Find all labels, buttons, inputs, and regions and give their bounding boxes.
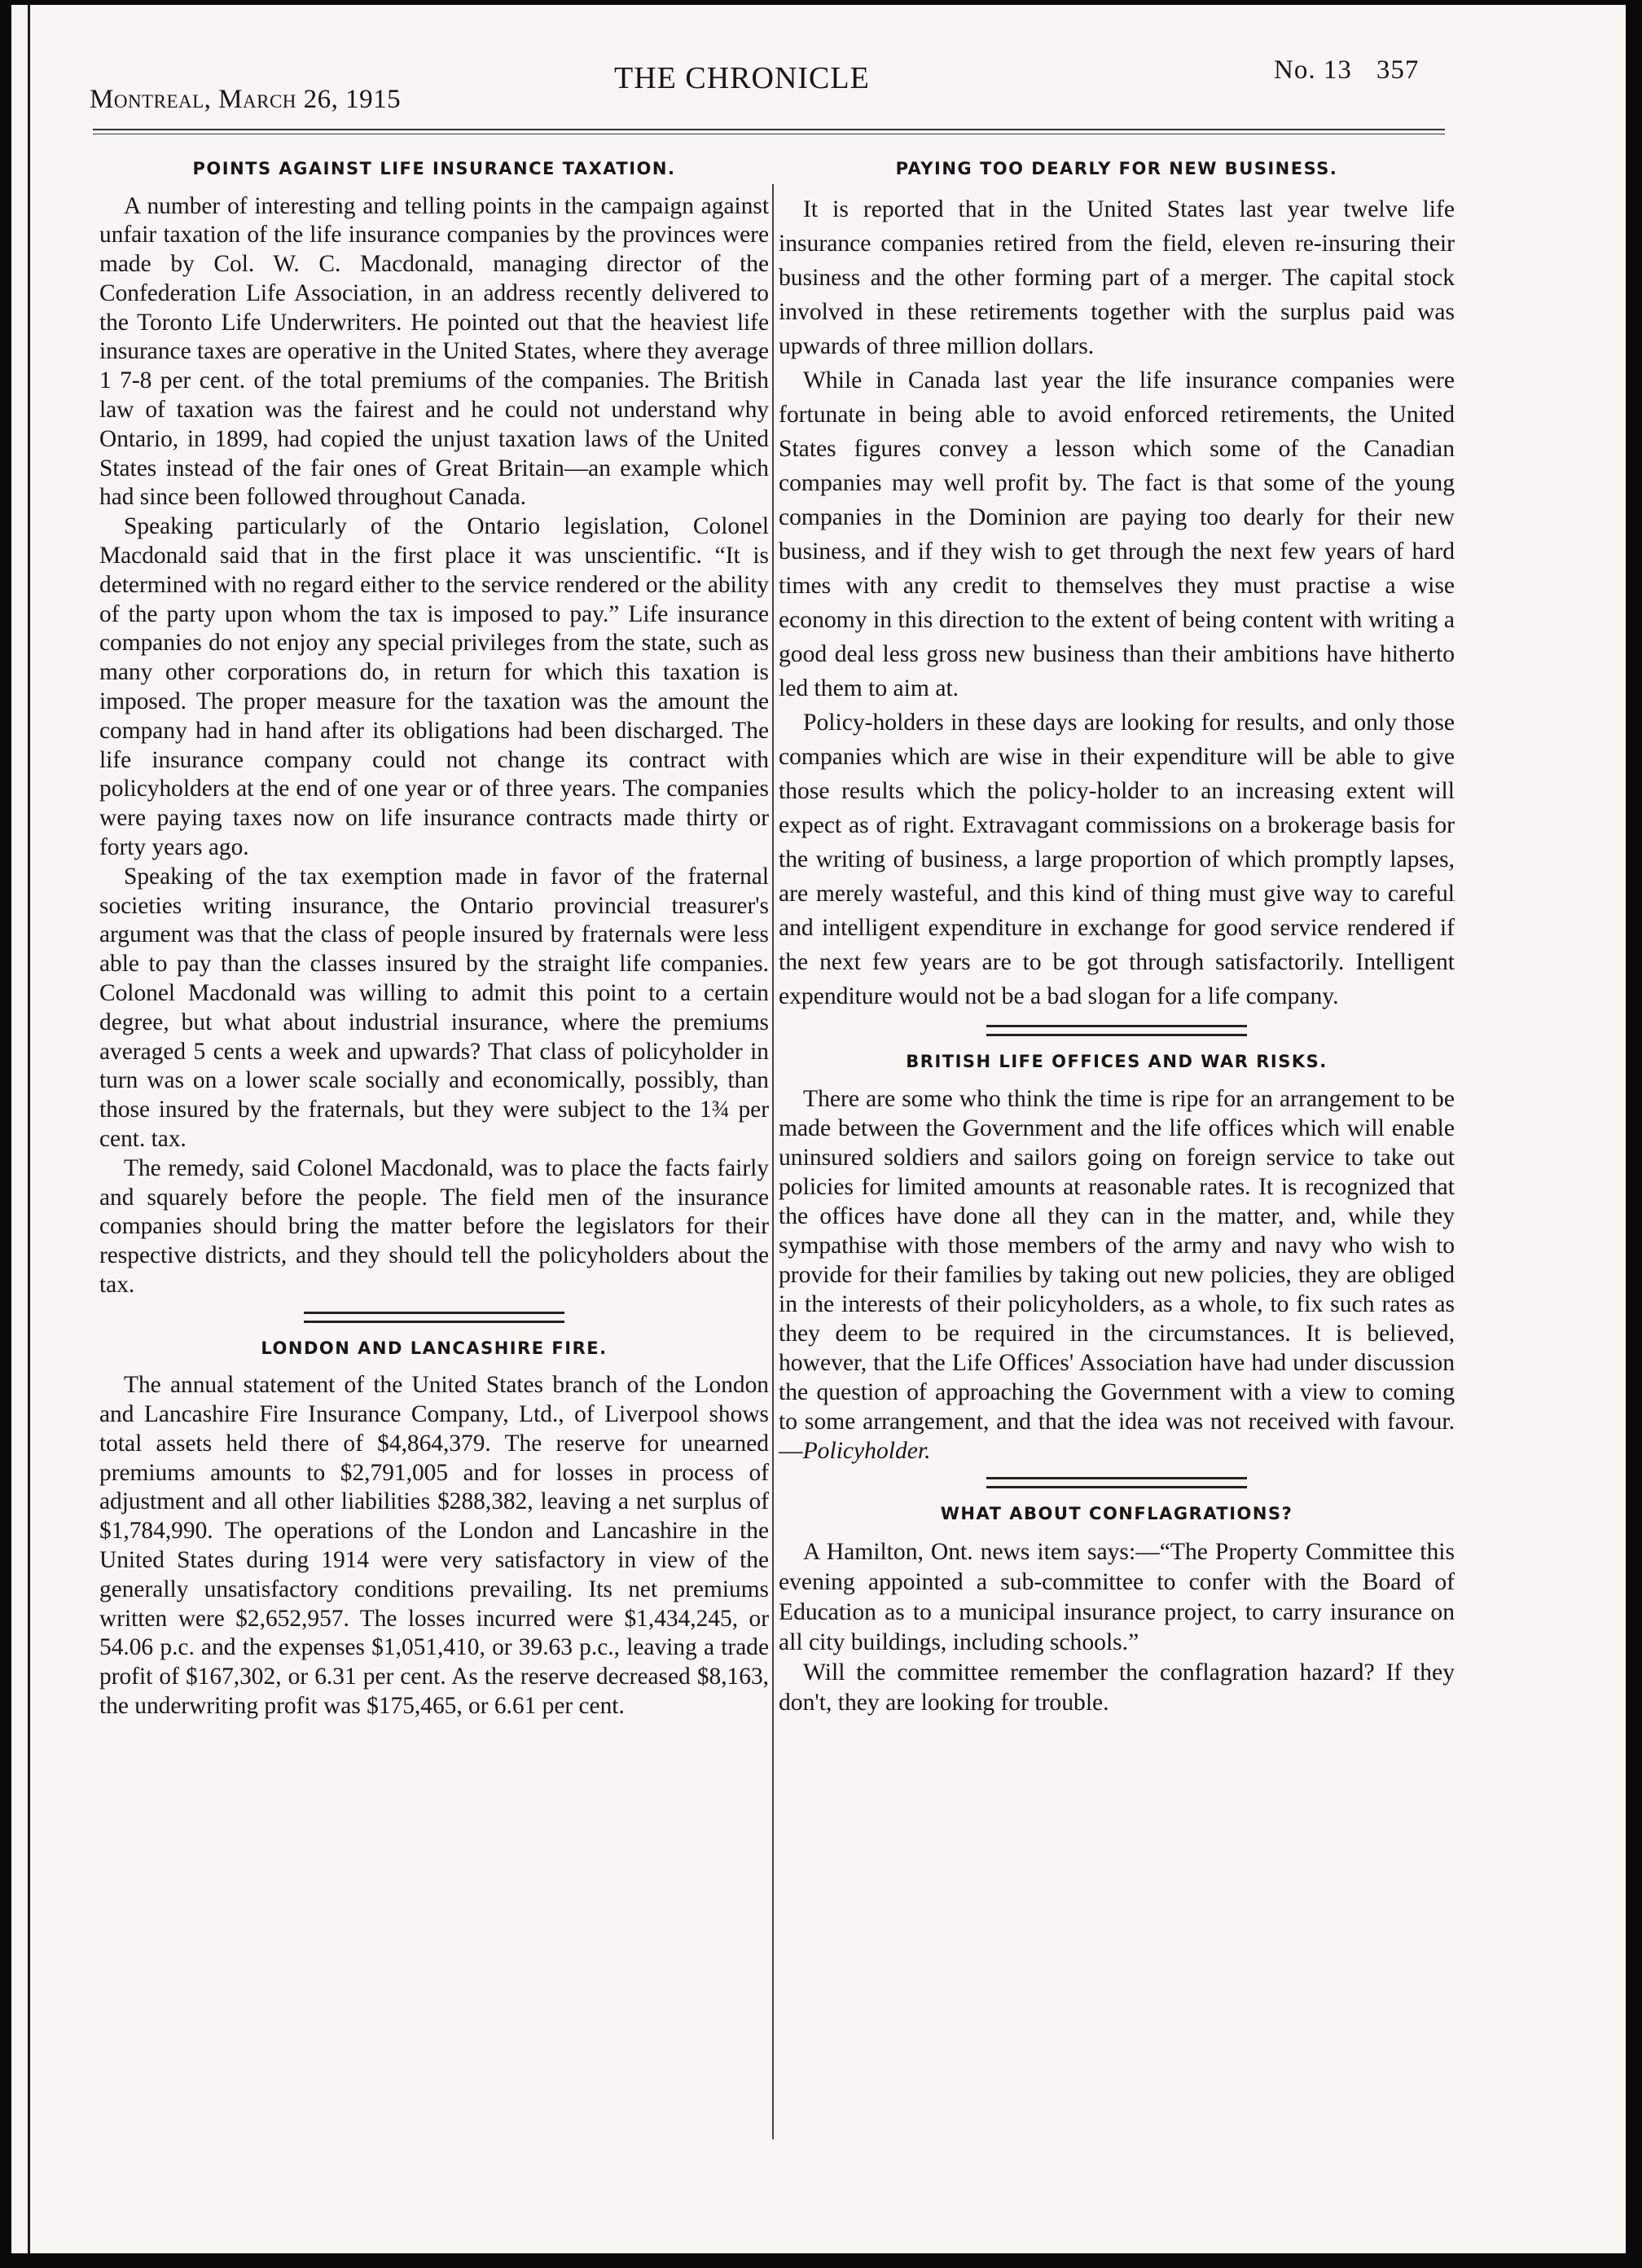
article-heading: WHAT ABOUT CONFLAGRATIONS? [940, 1504, 1293, 1523]
article-heading: BRITISH LIFE OFFICES AND WAR RISKS. [906, 1051, 1328, 1071]
left-column [99, 143, 769, 1721]
page-edge-rule [28, 5, 30, 2253]
article-paragraph: Will the committee remember the conflagration hazard? If they don't, they are looking for trouble. [779, 1659, 1455, 1716]
article-paragraph [779, 1084, 1455, 1466]
article-paragraph: A number of interesting and telling points in the campaign against unfair taxation of the life insurance companies by the provinces were made by Col. W. C. Macdonald, managing director of the Confederation Life Association, in an address recently delivered to the Toronto Life Underwriters. He pointed out that the heaviest life insurance taxes are operative in the United States, where they average 1 7-8 per cent. of the total premiums of the companies. The British law of taxation was the fairest and he could not understand why Ontario, in 1899, had copied the unjust taxation laws of the United States instead of the fair ones of Great Britain—an example which had since been followed throughout Canada. [99, 192, 769, 511]
article-life-insurance-taxation [99, 156, 769, 1300]
article-british-life-offices [779, 1049, 1455, 1466]
article-paragraph: Policy-holders in these days are looking for results, and only those companies which are wise in their expenditure will be able to give those results which the policy-holder to an increasing extent will expect as of right. Extravagant commissions on a brokerage basis for the writing of business, a large proportion of which promptly lapses, are merely wasteful, and this kind of thing must give way to careful and intelligent expenditure in exchange for good service rendered if the next few years are to be got through satisfactorily. Intelligent expenditure would not be a bad slogan for a life company. [779, 709, 1455, 1009]
article-paragraph: A Hamilton, Ont. news item says:—“The Property Committee this evening appointed a sub-committee to confer with the Board of Education as to a municipal insurance project, to carry insurance on all city buildings, including schools.” [779, 1538, 1455, 1655]
article-text: There are some who think the time is ripe for an arrangement to be made between the Government and the life offices which will enable uninsured soldiers and sailors going on foreign service to take out policies for limited amounts at reasonable rates. It is recognized that the offices have done all they can in the matter, and, while they sympathise with those members of the army and navy who wish to provide for their families by taking out new policies, they are obliged in the interests of their policyholders, as a whole, to fix such rates as they deem to be required in the circumstances. It is believed, however, that the Life Offices' Association have had under discussion the question of approaching the Government with a view to coming to some arrangement, and that the idea was not received with favour.— [779, 1086, 1455, 1464]
issue-info [1274, 55, 1419, 86]
article-heading: PAYING TOO DEARLY FOR NEW BUSINESS. [895, 159, 1338, 178]
article-paying-too-dearly [779, 156, 1455, 1013]
section-divider [986, 1025, 1247, 1036]
page-number: 357 [1376, 55, 1420, 85]
article-london-lancashire-fire [99, 1336, 769, 1721]
section-divider [304, 1312, 564, 1323]
dateline: Montreal, March 26, 1915 [90, 85, 402, 114]
article-paragraph: While in Canada last year the life insurance companies were fortunate in being able to avoid enforced retirements, the United States figures convey a lesson which some of the Canadian companies may well profit by. The fact is that some of the young companies in the Dominion are paying too dearly for their new business, and if they wish to get through the next few years of hard times with any credit to themselves they must practise a wise economy in this direction to the extent of being content with writing a good deal less gross new business than their ambitions have hitherto led them to aim at. [779, 367, 1455, 701]
issue-number: No. 13 [1274, 55, 1352, 85]
header-rule-top [93, 129, 1445, 130]
article-conflagrations [779, 1501, 1455, 1718]
page-header [11, 5, 1626, 135]
section-divider [986, 1477, 1247, 1488]
masthead: THE CHRONICLE [614, 61, 870, 95]
article-paragraph: Speaking of the tax exemption made in favor of the fraternal societies writing insurance, the Ontario provincial treasurer's argument was that the class of people insured by fraternals were less able to pay than the classes insured by the straight life companies. Colonel Macdonald was willing to admit this point to a certain degree, but what about industrial insurance, where the premiums averaged 5 cents a week and upwards? That class of policyholder in turn was on a lower scale socially and economically, possibly, than those insured by the fraternals, but they were subject to the 1¾ per cent. tax. [99, 863, 769, 1152]
newspaper-page [11, 5, 1626, 2253]
article-paragraph: The annual statement of the United States branch of the London and Lancashire Fire Insurance Company, Ltd., of Liverpool shows total assets held there of $4,864,379. The reserve for unearned premiums amounts to $2,791,005 and for losses in process of adjustment and all other liabilities $288,382, leaving a net surplus of $1,784,990. The operations of the London and Lancashire in the United States during 1914 were very satisfactory in view of the generally unsatisfactory conditions prevailing. Its net premiums written were $2,652,957. The losses incurred were $1,434,245, or 54.06 p.c. and the expenses $1,051,410, or 39.63 p.c., leaving a trade profit of $167,302, or 6.31 per cent. As the reserve decreased $8,163, the underwriting profit was $175,465, or 6.61 per cent. [99, 1372, 769, 1720]
article-paragraph: It is reported that in the United States last year twelve life insurance companies retired from the field, eleven re-insuring their business and the other forming part of a merger. The capital stock involved in these retirements together with the surplus paid was upwards of three million dollars. [779, 196, 1455, 359]
right-column [779, 143, 1455, 1718]
column-divider [772, 184, 774, 2139]
article-paragraph: The remedy, said Colonel Macdonald, was to place the facts fairly and squarely before the people. The field men of the insurance companies should bring the matter before the legislators for their respective districts, and they should tell the policyholders about the tax. [99, 1154, 769, 1298]
article-heading: LONDON AND LANCASHIRE FIRE. [261, 1338, 608, 1358]
article-source: Policyholder. [802, 1438, 931, 1464]
article-heading: POINTS AGAINST LIFE INSURANCE TAXATION. [192, 159, 676, 178]
article-paragraph: Speaking particularly of the Ontario legislation, Colonel Macdonald said that in the first place it was unscientific. “It is determined with no regard either to the service rendered or the ability of the party upon whom the tax is imposed to pay.” Life insurance companies do not enjoy any special privileges from the state, such as many other corporations do, in return for which this taxation is imposed. The proper measure for the taxation was the amount the company had in hand after its obligations had been discharged. The life insurance company could not change its contract with policyholders at the end of one year or of three years. The companies were paying taxes now on life insurance contracts made thirty or forty years ago. [99, 513, 769, 861]
